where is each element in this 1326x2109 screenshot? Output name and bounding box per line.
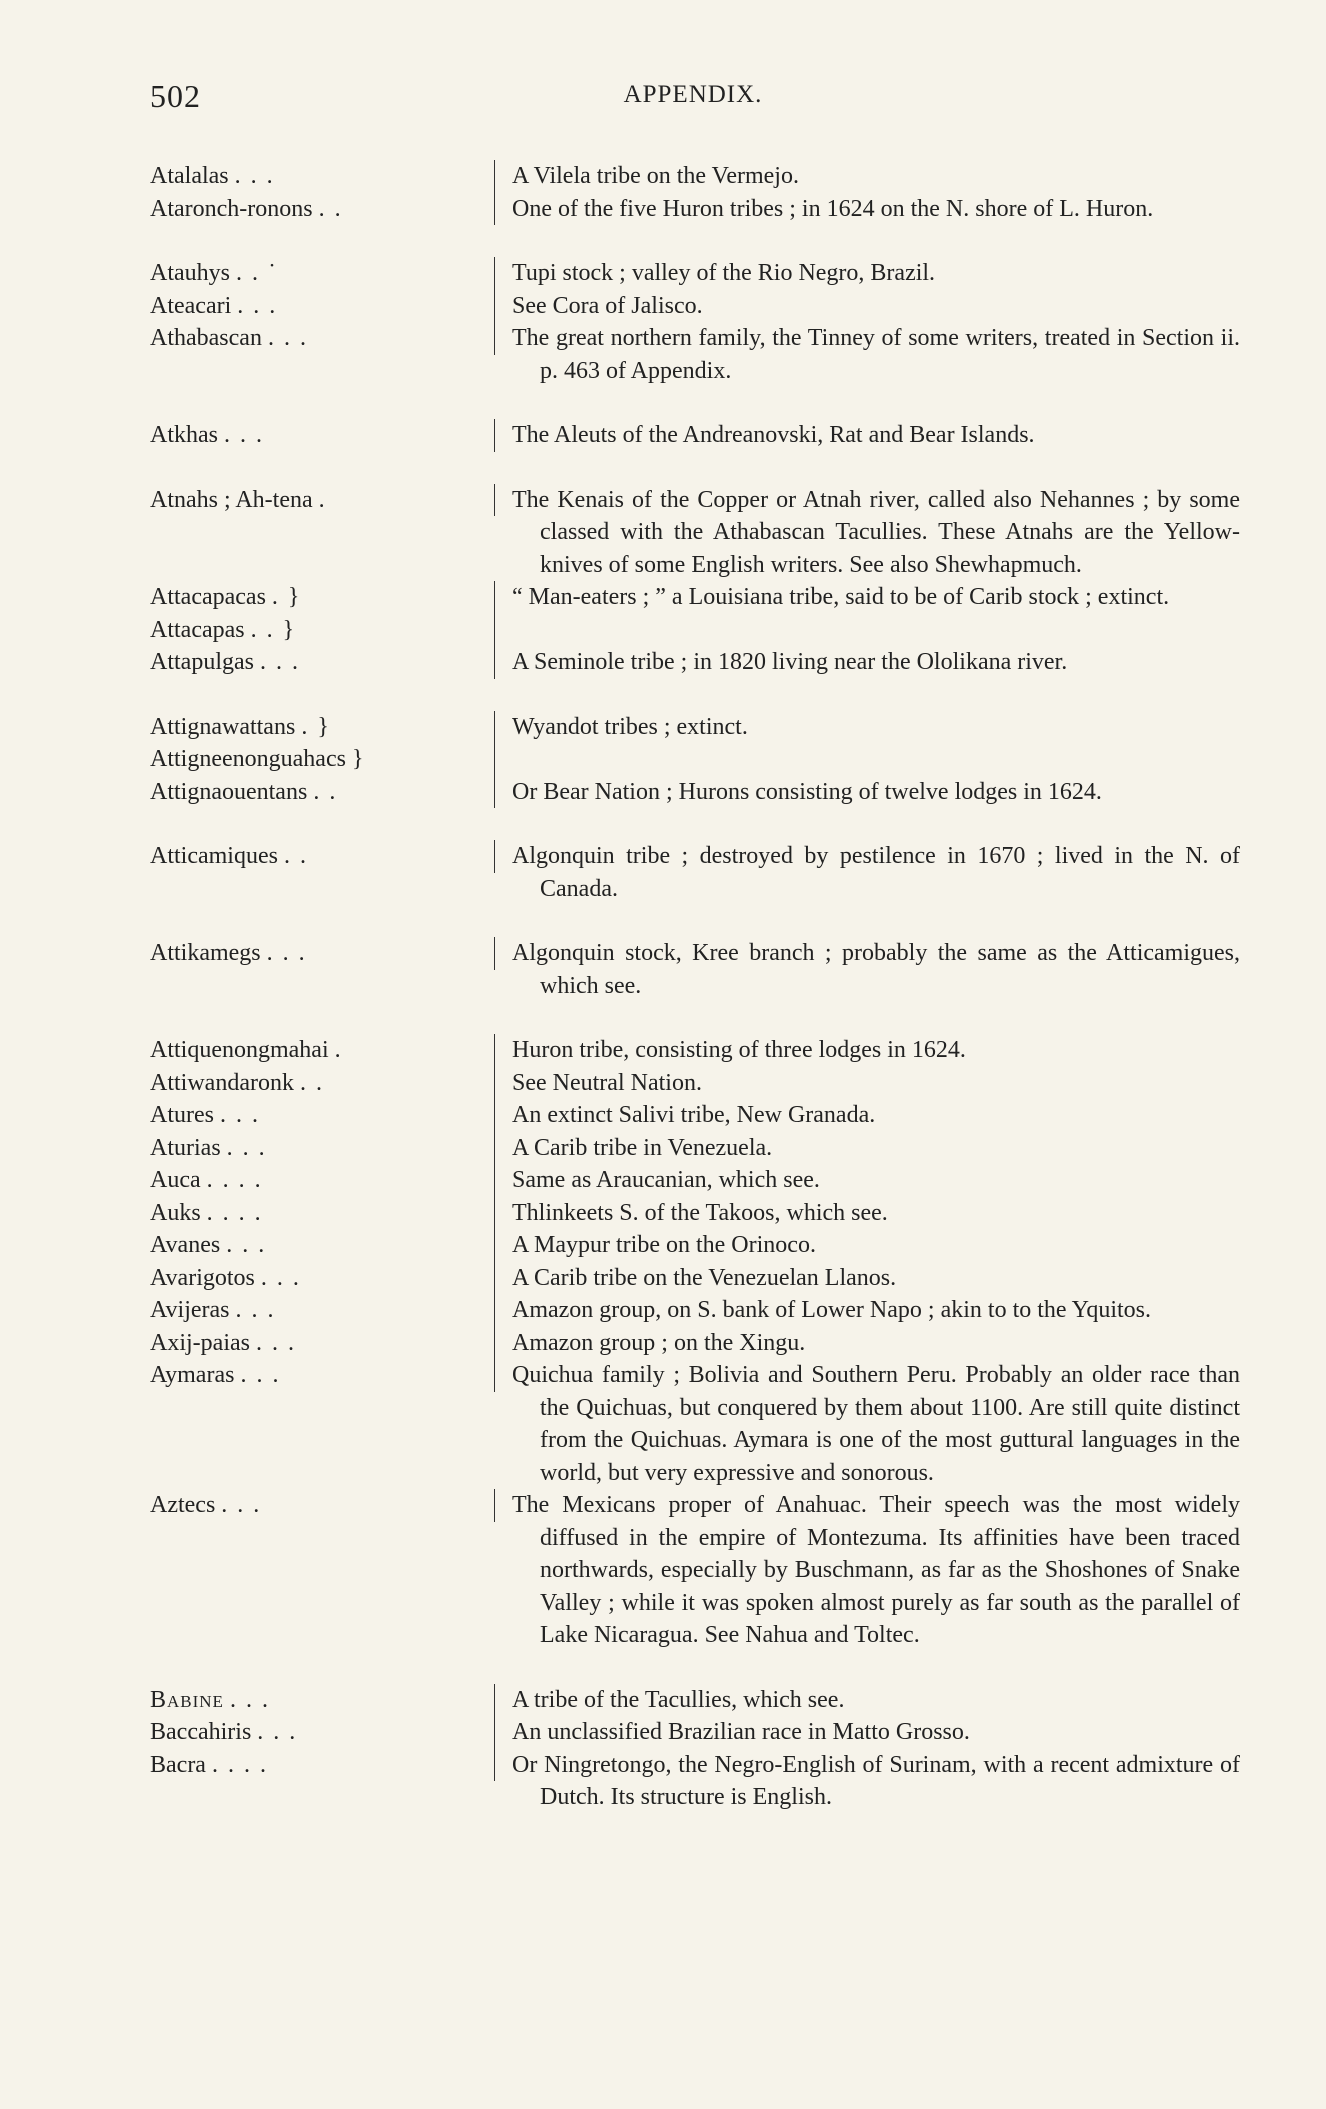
entry-description: A Vilela tribe on the Vermejo. (512, 163, 799, 189)
entry-description: A tribe of the Tacullies, which see. (512, 1686, 845, 1713)
entry-term: Attikamegs (150, 940, 261, 966)
entry-row (150, 1262, 1240, 1295)
entry-leaders: . . . (267, 325, 308, 351)
entry-term: Atures (150, 1102, 214, 1128)
entry-row (150, 1067, 1240, 1100)
entry-term: Aymaras (150, 1362, 235, 1388)
entry-leaders: . . . . (206, 1167, 263, 1193)
entry-description: The Aleuts of the Andreanovski, Rat and Bear Islands. (512, 422, 1035, 448)
entry-term: Baccahiris (150, 1719, 252, 1745)
entry-leaders: . . . (257, 1719, 298, 1745)
entry-term: Attigneenonguahacs (150, 746, 346, 772)
entry-term: Atnahs ; Ah-tena (150, 486, 313, 513)
entry-leaders: . . . (266, 940, 307, 966)
entry-leaders: . . . (259, 649, 300, 675)
entry-term: Aturias (150, 1134, 221, 1161)
entry-leaders: . . (299, 1069, 324, 1096)
entry-term: Auca (150, 1167, 201, 1193)
entry-leaders: } (351, 746, 366, 772)
entry-description: A Carib tribe on the Venezuelan Llanos. (512, 1264, 897, 1291)
entry-description: A Seminole tribe ; in 1820 living near the Ololikana river. (512, 649, 1068, 675)
entry-leaders: . . . (235, 1297, 276, 1323)
entry-term: Ateacari (150, 292, 232, 319)
entry-description: See Neutral Nation. (512, 1069, 702, 1096)
entry-leaders: . . (283, 843, 308, 869)
entry-row (150, 257, 1240, 290)
entry-term: Attiwandaronk (150, 1069, 294, 1096)
entry-row (150, 776, 1240, 809)
entry-description: An extinct Salivi tribe, New Granada. (512, 1102, 876, 1128)
entry-row (150, 484, 1240, 582)
entry-row (150, 1229, 1240, 1262)
entry-description: Amazon group ; on the Xingu. (512, 1329, 806, 1356)
entry-leaders: . (318, 486, 327, 513)
entry-term: Athabascan (150, 325, 262, 351)
entry-term: Attacapas (150, 616, 245, 643)
entry-row (150, 1327, 1240, 1360)
entry-leaders: . . . (229, 1686, 270, 1713)
entry-row (150, 840, 1240, 905)
entry-row (150, 193, 1240, 226)
entry-description: Wyandot tribes ; extinct. (512, 713, 748, 740)
entry-row (150, 614, 1240, 647)
entry-row (150, 1099, 1240, 1132)
entry-leaders: . . ˙ (236, 260, 278, 286)
entry-row (150, 1749, 1240, 1814)
entry-leaders: . . . (226, 1134, 267, 1161)
entry-term: Attignawattans (150, 713, 296, 740)
entry-description: Or Ningretongo, the Negro-English of Surinam, with a recent admixture of Dutch. Its structure is English. (512, 1751, 1240, 1810)
entry-row (150, 1359, 1240, 1489)
entry-description: Huron tribe, consisting of three lodges in 1624. (512, 1037, 966, 1063)
entry-description: The Kenais of the Copper or Atnah river, called also Nehannes ; by some classed with the Athabascan Tacullies. These Atnahs are the Yellow-knives of some English writers. See also Shewhapmuch. (512, 486, 1240, 578)
entry-term: Aztecs (150, 1492, 216, 1518)
entry-leaders: . . . . (211, 1751, 268, 1778)
entry-row (150, 1197, 1240, 1230)
entry-leaders: . (334, 1037, 343, 1063)
entry-leaders: . . . (237, 292, 278, 319)
entry-term: Babine (150, 1686, 224, 1713)
entry-term: Auks (150, 1199, 201, 1226)
entry-row (150, 1294, 1240, 1327)
entry-leaders: . . . (255, 1329, 296, 1356)
entry-leaders: . . . (224, 422, 264, 448)
entry-row (150, 711, 1240, 744)
entry-term: Atalalas (150, 163, 229, 189)
entry-description: An unclassified Brazilian race in Matto Grosso. (512, 1719, 970, 1745)
entry-row (150, 419, 1240, 452)
entry-leaders: . . . (234, 163, 275, 189)
entry-description: Quichua family ; Bolivia and Southern Peru. Probably an older race than the Quichuas, but conquered by them about 1100. Are still quite distinct from the Quichuas. Aymara is one of the most guttural languages in the world, but very expressive and sonorous. (512, 1362, 1240, 1486)
entry-row (150, 1489, 1240, 1652)
entry-description: The Mexicans proper of Anahuac. Their speech was the most widely diffused in the empire of Montezuma. Its affinities have been traced northwards, especially by Buschmann, as far as the Shoshones of Snake Valley ; while it was spoken almost purely as far south as the parallel of Lake Nicaragua. See Nahua and Toltec. (512, 1492, 1240, 1648)
entry-term: Avijeras (150, 1297, 230, 1323)
entry-term: Attapulgas (150, 649, 254, 675)
entry-row (150, 322, 1240, 387)
entry-term: Bacra (150, 1751, 206, 1778)
entry-leaders: . } (271, 584, 302, 610)
entry-term: Axij-paias (150, 1329, 250, 1356)
entry-row (150, 1034, 1240, 1067)
entry-row (150, 160, 1240, 193)
entry-row (150, 1164, 1240, 1197)
entry-description: Thlinkeets S. of the Takoos, which see. (512, 1199, 888, 1226)
entry-row (150, 1132, 1240, 1165)
entry-row (150, 646, 1240, 679)
entry-row (150, 581, 1240, 614)
entry-row (150, 1684, 1240, 1717)
page-number: 502 (150, 78, 201, 114)
entry-leaders: . . . (226, 1232, 267, 1258)
entry-row (150, 937, 1240, 1002)
entry-description: Or Bear Nation ; Hurons consisting of twelve lodges in 1624. (512, 778, 1102, 805)
entry-description: “ Man-eaters ; ” a Louisiana tribe, said to be of Carib stock ; extinct. (512, 584, 1170, 610)
entry-term: Attignaouentans (150, 778, 308, 805)
entry-leaders: . } (301, 713, 331, 740)
entry-leaders: . . . (219, 1102, 260, 1128)
entry-leaders: . . . (221, 1492, 262, 1518)
entry-description: Algonquin stock, Kree branch ; probably the same as the Atticamigues, which see. (512, 940, 1240, 999)
entry-description: Tupi stock ; valley of the Rio Negro, Brazil. (512, 260, 936, 286)
entry-description: The great northern family, the Tinney of some writers, treated in Section ii. p. 463 of Appendix. (512, 325, 1240, 384)
entry-description: Amazon group, on S. bank of Lower Napo ; akin to to the Yquitos. (512, 1297, 1152, 1323)
entry-term: Attiquenongmahai (150, 1037, 329, 1063)
entry-term: Atkhas (150, 422, 218, 448)
entry-row (150, 743, 1240, 776)
page-header (150, 78, 1236, 122)
entry-term: Attacapacas (150, 584, 266, 610)
running-head: APPENDIX. (623, 81, 763, 108)
entry-term: Atauhys (150, 260, 230, 286)
entry-leaders: . . } (250, 616, 297, 643)
entry-description: One of the five Huron tribes ; in 1624 on the N. shore of L. Huron. (512, 195, 1154, 222)
entry-leaders: . . . (240, 1362, 281, 1388)
entry-description: A Maypur tribe on the Orinoco. (512, 1232, 816, 1258)
entry-row (150, 1716, 1240, 1749)
entry-leaders: . . (318, 195, 343, 222)
entry-leaders: . . . . (206, 1199, 263, 1226)
entry-description: A Carib tribe in Venezuela. (512, 1134, 773, 1161)
entry-row (150, 290, 1240, 323)
entry-term: Ataronch-ronons (150, 195, 313, 222)
glossary-entries (150, 160, 1240, 1814)
entry-leaders: . . (313, 778, 338, 805)
entry-term: Avarigotos (150, 1264, 255, 1291)
entry-description: See Cora of Jalisco. (512, 292, 703, 319)
entry-term: Atticamiques (150, 843, 278, 869)
entry-leaders: . . . (260, 1264, 301, 1291)
entry-term: Avanes (150, 1232, 221, 1258)
entry-description: Same as Araucanian, which see. (512, 1167, 820, 1193)
entry-description: Algonquin tribe ; destroyed by pestilence in 1670 ; lived in the N. of Canada. (512, 843, 1240, 902)
